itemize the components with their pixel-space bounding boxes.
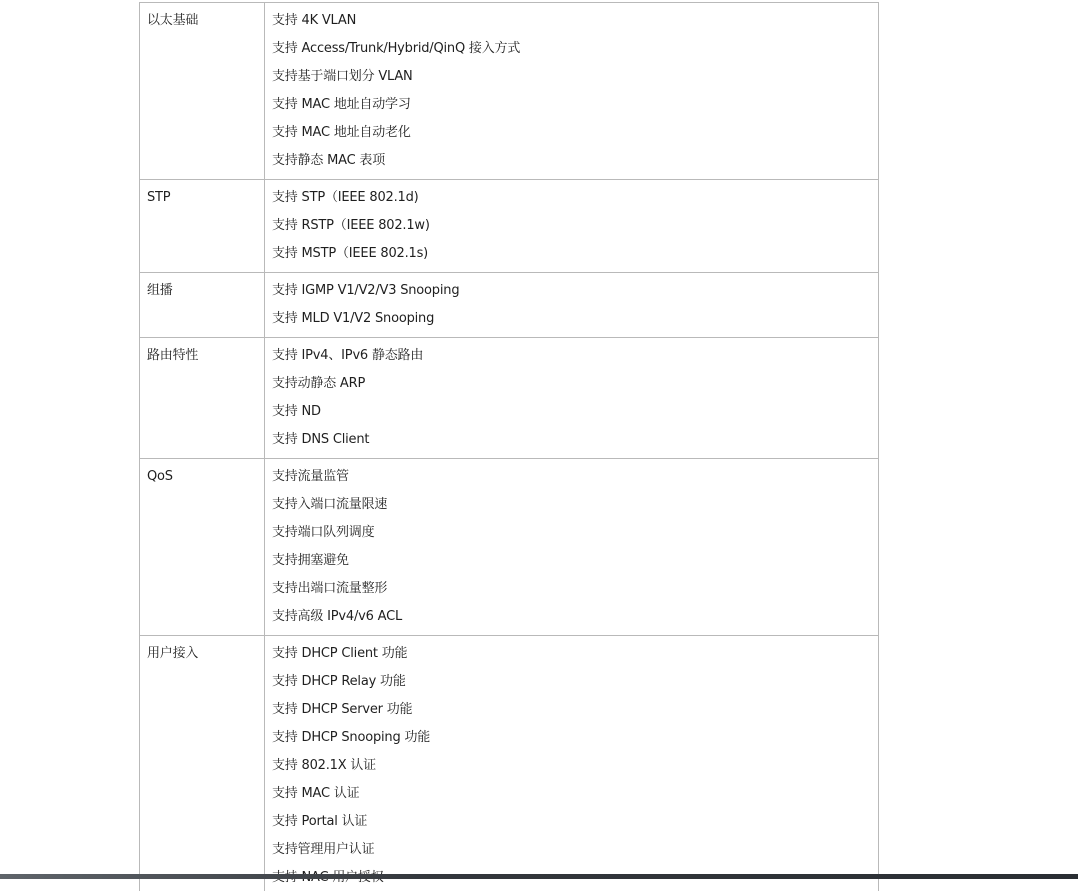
category-cell: 路由特性: [140, 338, 265, 458]
feature-item: 支持 802.1X 认证: [272, 758, 376, 773]
feature-item: 支持入端口流量限速: [272, 497, 388, 512]
category-cell: QoS: [140, 459, 265, 635]
feature-item: 支持 MLD V1/V2 Snooping: [272, 311, 435, 326]
features-cell: [265, 273, 878, 337]
table-row: [140, 3, 878, 180]
category-cell: 用户接入: [140, 636, 265, 891]
category-cell: 以太基础: [140, 3, 265, 179]
feature-item: 支持基于端口划分 VLAN: [272, 69, 413, 84]
feature-item: 支持拥塞避免: [272, 553, 349, 568]
feature-item: 支持流量监管: [272, 469, 349, 484]
feature-spec-table: [139, 2, 879, 891]
feature-item: 支持高级 IPv4/v6 ACL: [272, 609, 403, 624]
feature-item: 支持动静态 ARP: [272, 376, 366, 391]
feature-item: 支持 STP（IEEE 802.1d): [272, 190, 419, 205]
category-cell: 组播: [140, 273, 265, 337]
feature-item: 支持 DHCP Relay 功能: [272, 674, 406, 689]
features-cell: [265, 636, 878, 891]
category-cell: STP: [140, 180, 265, 272]
feature-item: 支持 MAC 地址自动学习: [272, 97, 411, 112]
feature-item: 支持 DHCP Client 功能: [272, 646, 408, 661]
features-cell: [265, 180, 878, 272]
feature-item: 支持 DHCP Snooping 功能: [272, 730, 431, 745]
window-bottom-bar: [0, 874, 1078, 879]
feature-item: 支持 IGMP V1/V2/V3 Snooping: [272, 283, 460, 298]
feature-item: 支持静态 MAC 表项: [272, 153, 386, 168]
feature-item: 支持 MAC 地址自动老化: [272, 125, 411, 140]
feature-item: [272, 869, 878, 891]
table-row: [140, 273, 878, 338]
feature-item: 支持 DNS Client: [272, 432, 370, 447]
table-row: [140, 636, 878, 891]
table-row: [140, 338, 878, 459]
features-cell: [265, 338, 878, 458]
features-cell: [265, 459, 878, 635]
feature-item: 支持 DHCP Server 功能: [272, 702, 413, 717]
features-cell: [265, 3, 878, 179]
feature-item: 支持 Portal 认证: [272, 814, 368, 829]
feature-item: 支持出端口流量整形: [272, 581, 388, 596]
feature-item: 支持管理用户认证: [272, 842, 375, 857]
feature-item: 支持 IPv4、IPv6 静态路由: [272, 348, 424, 363]
feature-item: 支持端口队列调度: [272, 525, 375, 540]
feature-item: 支持 MAC 认证: [272, 786, 360, 801]
feature-item: 支持 Access/Trunk/Hybrid/QinQ 接入方式: [272, 41, 521, 56]
feature-item: 支持 RSTP（IEEE 802.1w): [272, 218, 430, 233]
feature-item: 支持 4K VLAN: [272, 13, 357, 28]
table-row: [140, 180, 878, 273]
feature-item: 支持 ND: [272, 404, 321, 419]
feature-item: 支持 MSTP（IEEE 802.1s): [272, 246, 429, 261]
table-row: [140, 459, 878, 636]
